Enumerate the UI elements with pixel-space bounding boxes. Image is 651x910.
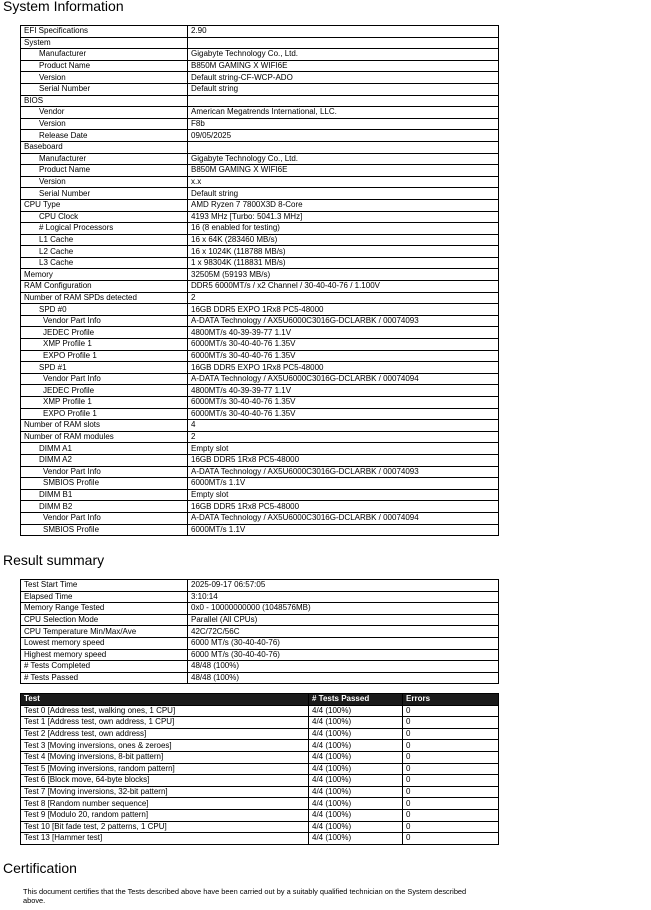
system-info-value: 4193 MHz [Turbo: 5041.3 MHz] <box>188 211 499 223</box>
summary-row <box>21 649 499 661</box>
system-info-heading: System Information <box>3 0 124 14</box>
system-info-label: Product Name <box>21 165 188 177</box>
tests-passed: 4/4 (100%) <box>309 740 403 752</box>
errors: 0 <box>403 775 499 787</box>
system-info-value: A-DATA Technology / AX5U6000C3016G-DCLARBK / 00074094 <box>188 512 499 524</box>
system-info-value <box>188 95 499 107</box>
system-info-value: Empty slot <box>188 489 499 501</box>
errors: 0 <box>403 833 499 845</box>
table-row <box>21 705 499 717</box>
system-info-value: American Megatrends International, LLC. <box>188 107 499 119</box>
system-info-table <box>20 25 499 536</box>
summary-label: Lowest memory speed <box>21 637 188 649</box>
system-info-label: L2 Cache <box>21 246 188 258</box>
system-info-row <box>21 489 499 501</box>
system-info-label: Number of RAM modules <box>21 431 188 443</box>
table-row <box>21 763 499 775</box>
system-info-row <box>21 478 499 490</box>
system-info-label: SMBIOS Profile <box>21 478 188 490</box>
system-info-row <box>21 454 499 466</box>
system-info-row <box>21 420 499 432</box>
table-row <box>21 798 499 810</box>
system-info-value: F8b <box>188 118 499 130</box>
system-info-label: JEDEC Profile <box>21 327 188 339</box>
system-info-label: DIMM B1 <box>21 489 188 501</box>
system-info-row <box>21 176 499 188</box>
tests-passed: 4/4 (100%) <box>309 821 403 833</box>
system-info-label: Vendor Part Info <box>21 466 188 478</box>
summary-value: 3:10:14 <box>188 591 499 603</box>
system-info-value: 16 x 64K (283460 MB/s) <box>188 234 499 246</box>
certification-heading: Certification <box>3 860 77 876</box>
col-header-errors: Errors <box>403 694 499 706</box>
system-info-label: Vendor Part Info <box>21 512 188 524</box>
test-name: Test 4 [Moving inversions, 8-bit pattern] <box>21 751 309 763</box>
system-info-value: 16GB DDR5 1Rx8 PC5-48000 <box>188 454 499 466</box>
system-info-row <box>21 26 499 38</box>
system-info-row <box>21 199 499 211</box>
errors: 0 <box>403 786 499 798</box>
system-info-row <box>21 466 499 478</box>
system-info-row <box>21 211 499 223</box>
system-info-row <box>21 246 499 258</box>
table-row <box>21 740 499 752</box>
test-name: Test 8 [Random number sequence] <box>21 798 309 810</box>
tests-header-row <box>21 694 499 706</box>
system-info-row <box>21 362 499 374</box>
errors: 0 <box>403 763 499 775</box>
system-info-label: Vendor Part Info <box>21 315 188 327</box>
system-info-value: 16 (8 enabled for testing) <box>188 223 499 235</box>
system-info-value: DDR5 6000MT/s / x2 Channel / 30-40-40-76 / 1.100V <box>188 281 499 293</box>
summary-row <box>21 661 499 673</box>
system-info-row <box>21 72 499 84</box>
table-row <box>21 775 499 787</box>
system-info-label: Manufacturer <box>21 49 188 61</box>
system-info-row <box>21 141 499 153</box>
result-summary-heading: Result summary <box>3 552 105 568</box>
errors: 0 <box>403 751 499 763</box>
table-row <box>21 786 499 798</box>
system-info-label: DIMM B2 <box>21 501 188 513</box>
summary-label: Highest memory speed <box>21 649 188 661</box>
test-name: Test 5 [Moving inversions, random pattern] <box>21 763 309 775</box>
system-info-value: A-DATA Technology / AX5U6000C3016G-DCLARBK / 00074093 <box>188 466 499 478</box>
system-info-label: Manufacturer <box>21 153 188 165</box>
system-info-label: SPD #0 <box>21 304 188 316</box>
system-info-value: 16GB DDR5 EXPO 1Rx8 PC5-48000 <box>188 362 499 374</box>
system-info-value: A-DATA Technology / AX5U6000C3016G-DCLARBK / 00074094 <box>188 373 499 385</box>
summary-row <box>21 603 499 615</box>
system-info-label: EFI Specifications <box>21 26 188 38</box>
system-info-value: Default string <box>188 188 499 200</box>
system-info-row <box>21 292 499 304</box>
table-row <box>21 717 499 729</box>
errors: 0 <box>403 740 499 752</box>
system-info-row <box>21 327 499 339</box>
system-info-row <box>21 118 499 130</box>
system-info-label: System <box>21 37 188 49</box>
system-info-label: Baseboard <box>21 141 188 153</box>
system-info-row <box>21 107 499 119</box>
system-info-value <box>188 37 499 49</box>
test-name: Test 3 [Moving inversions, ones & zeroes] <box>21 740 309 752</box>
system-info-label: XMP Profile 1 <box>21 339 188 351</box>
system-info-row <box>21 165 499 177</box>
system-info-row <box>21 431 499 443</box>
system-info-row <box>21 281 499 293</box>
system-info-row <box>21 350 499 362</box>
system-info-row <box>21 397 499 409</box>
system-info-value: 6000MT/s 30-40-40-76 1.35V <box>188 408 499 420</box>
system-info-row <box>21 385 499 397</box>
system-info-value: A-DATA Technology / AX5U6000C3016G-DCLARBK / 00074093 <box>188 315 499 327</box>
tests-passed: 4/4 (100%) <box>309 786 403 798</box>
system-info-label: Version <box>21 118 188 130</box>
test-name: Test 1 [Address test, own address, 1 CPU] <box>21 717 309 729</box>
errors: 0 <box>403 717 499 729</box>
col-header-test: Test <box>21 694 309 706</box>
system-info-value: 6000MT/s 1.1V <box>188 478 499 490</box>
summary-label: Memory Range Tested <box>21 603 188 615</box>
system-info-label: DIMM A1 <box>21 443 188 455</box>
system-info-value: 6000MT/s 30-40-40-76 1.35V <box>188 397 499 409</box>
system-info-label: DIMM A2 <box>21 454 188 466</box>
errors: 0 <box>403 809 499 821</box>
system-info-label: Vendor <box>21 107 188 119</box>
tests-passed: 4/4 (100%) <box>309 763 403 775</box>
system-info-label: Number of RAM slots <box>21 420 188 432</box>
system-info-value: 1 x 98304K (118831 MB/s) <box>188 257 499 269</box>
system-info-value: 16 x 1024K (118788 MB/s) <box>188 246 499 258</box>
system-info-row <box>21 223 499 235</box>
table-row <box>21 728 499 740</box>
system-info-label: CPU Type <box>21 199 188 211</box>
summary-value: 48/48 (100%) <box>188 661 499 673</box>
system-info-value: x.x <box>188 176 499 188</box>
system-info-label: EXPO Profile 1 <box>21 350 188 362</box>
summary-label: # Tests Passed <box>21 672 188 684</box>
result-summary-table <box>20 579 499 684</box>
summary-row <box>21 672 499 684</box>
system-info-value: Empty slot <box>188 443 499 455</box>
system-info-row <box>21 130 499 142</box>
system-info-value: AMD Ryzen 7 7800X3D 8-Core <box>188 199 499 211</box>
summary-label: CPU Temperature Min/Max/Ave <box>21 626 188 638</box>
tests-table <box>20 693 499 845</box>
system-info-row <box>21 512 499 524</box>
system-info-value: 32505M (59193 MB/s) <box>188 269 499 281</box>
summary-row <box>21 614 499 626</box>
system-info-label: Product Name <box>21 60 188 72</box>
summary-value: 42C/72C/56C <box>188 626 499 638</box>
system-info-value: Default string <box>188 83 499 95</box>
system-info-row <box>21 83 499 95</box>
system-info-row <box>21 153 499 165</box>
system-info-value: 16GB DDR5 1Rx8 PC5-48000 <box>188 501 499 513</box>
summary-value: 0x0 - 10000000000 (1048576MB) <box>188 603 499 615</box>
table-row <box>21 751 499 763</box>
errors: 0 <box>403 728 499 740</box>
system-info-label: L3 Cache <box>21 257 188 269</box>
system-info-row <box>21 95 499 107</box>
system-info-row <box>21 501 499 513</box>
system-info-label: Vendor Part Info <box>21 373 188 385</box>
system-info-value: 2 <box>188 431 499 443</box>
table-row <box>21 833 499 845</box>
summary-value: 2025-09-17 06:57:05 <box>188 580 499 592</box>
tests-passed: 4/4 (100%) <box>309 705 403 717</box>
summary-row <box>21 626 499 638</box>
summary-value: 6000 MT/s (30-40-40-76) <box>188 637 499 649</box>
system-info-label: RAM Configuration <box>21 281 188 293</box>
system-info-label: XMP Profile 1 <box>21 397 188 409</box>
system-info-row <box>21 234 499 246</box>
system-info-label: Serial Number <box>21 83 188 95</box>
errors: 0 <box>403 821 499 833</box>
summary-label: Test Start Time <box>21 580 188 592</box>
system-info-value: 4800MT/s 40-39-39-77 1.1V <box>188 327 499 339</box>
test-name: Test 6 [Block move, 64-byte blocks] <box>21 775 309 787</box>
system-info-row <box>21 304 499 316</box>
system-info-row <box>21 269 499 281</box>
system-info-value: 16GB DDR5 EXPO 1Rx8 PC5-48000 <box>188 304 499 316</box>
system-info-value: Default string-CF-WCP-ADO <box>188 72 499 84</box>
table-row <box>21 809 499 821</box>
system-info-row <box>21 188 499 200</box>
summary-label: Elapsed Time <box>21 591 188 603</box>
system-info-label: Number of RAM SPDs detected <box>21 292 188 304</box>
system-info-value: 6000MT/s 30-40-40-76 1.35V <box>188 339 499 351</box>
system-info-value: 09/05/2025 <box>188 130 499 142</box>
system-info-row <box>21 408 499 420</box>
tests-passed: 4/4 (100%) <box>309 798 403 810</box>
system-info-value: Gigabyte Technology Co., Ltd. <box>188 49 499 61</box>
system-info-value: B850M GAMING X WIFI6E <box>188 165 499 177</box>
summary-label: # Tests Completed <box>21 661 188 673</box>
system-info-row <box>21 60 499 72</box>
summary-row <box>21 637 499 649</box>
system-info-label: Serial Number <box>21 188 188 200</box>
test-name: Test 7 [Moving inversions, 32-bit pattern] <box>21 786 309 798</box>
system-info-value: 2 <box>188 292 499 304</box>
system-info-value <box>188 141 499 153</box>
tests-passed: 4/4 (100%) <box>309 728 403 740</box>
tests-passed: 4/4 (100%) <box>309 775 403 787</box>
test-name: Test 2 [Address test, own address] <box>21 728 309 740</box>
system-info-row <box>21 373 499 385</box>
system-info-row <box>21 339 499 351</box>
test-name: Test 0 [Address test, walking ones, 1 CPU] <box>21 705 309 717</box>
system-info-label: SMBIOS Profile <box>21 524 188 536</box>
system-info-row <box>21 37 499 49</box>
system-info-value: 4 <box>188 420 499 432</box>
summary-value: 6000 MT/s (30-40-40-76) <box>188 649 499 661</box>
system-info-row <box>21 315 499 327</box>
system-info-value: 6000MT/s 30-40-40-76 1.35V <box>188 350 499 362</box>
summary-value: 48/48 (100%) <box>188 672 499 684</box>
tests-passed: 4/4 (100%) <box>309 809 403 821</box>
system-info-label: Memory <box>21 269 188 281</box>
tests-passed: 4/4 (100%) <box>309 717 403 729</box>
system-info-value: 4800MT/s 40-39-39-77 1.1V <box>188 385 499 397</box>
system-info-label: CPU Clock <box>21 211 188 223</box>
summary-value: Parallel (All CPUs) <box>188 614 499 626</box>
errors: 0 <box>403 705 499 717</box>
system-info-label: Version <box>21 72 188 84</box>
certification-text: This document certifies that the Tests described above have been carried out by a suitably qualified technician on the System described above. <box>23 887 467 905</box>
test-name: Test 13 [Hammer test] <box>21 833 309 845</box>
system-info-row <box>21 524 499 536</box>
errors: 0 <box>403 798 499 810</box>
system-info-label: SPD #1 <box>21 362 188 374</box>
system-info-label: # Logical Processors <box>21 223 188 235</box>
system-info-label: BIOS <box>21 95 188 107</box>
summary-row <box>21 580 499 592</box>
system-info-value: 6000MT/s 1.1V <box>188 524 499 536</box>
table-row <box>21 821 499 833</box>
system-info-label: JEDEC Profile <box>21 385 188 397</box>
col-header-tests-passed: # Tests Passed <box>309 694 403 706</box>
tests-passed: 4/4 (100%) <box>309 751 403 763</box>
system-info-value: Gigabyte Technology Co., Ltd. <box>188 153 499 165</box>
system-info-row <box>21 49 499 61</box>
system-info-label: EXPO Profile 1 <box>21 408 188 420</box>
test-name: Test 9 [Modulo 20, random pattern] <box>21 809 309 821</box>
system-info-label: L1 Cache <box>21 234 188 246</box>
system-info-label: Version <box>21 176 188 188</box>
summary-row <box>21 591 499 603</box>
test-name: Test 10 [Bit fade test, 2 patterns, 1 CPU] <box>21 821 309 833</box>
summary-label: CPU Selection Mode <box>21 614 188 626</box>
system-info-value: 2.90 <box>188 26 499 38</box>
system-info-label: Release Date <box>21 130 188 142</box>
system-info-row <box>21 257 499 269</box>
tests-passed: 4/4 (100%) <box>309 833 403 845</box>
system-info-row <box>21 443 499 455</box>
system-info-value: B850M GAMING X WIFI6E <box>188 60 499 72</box>
